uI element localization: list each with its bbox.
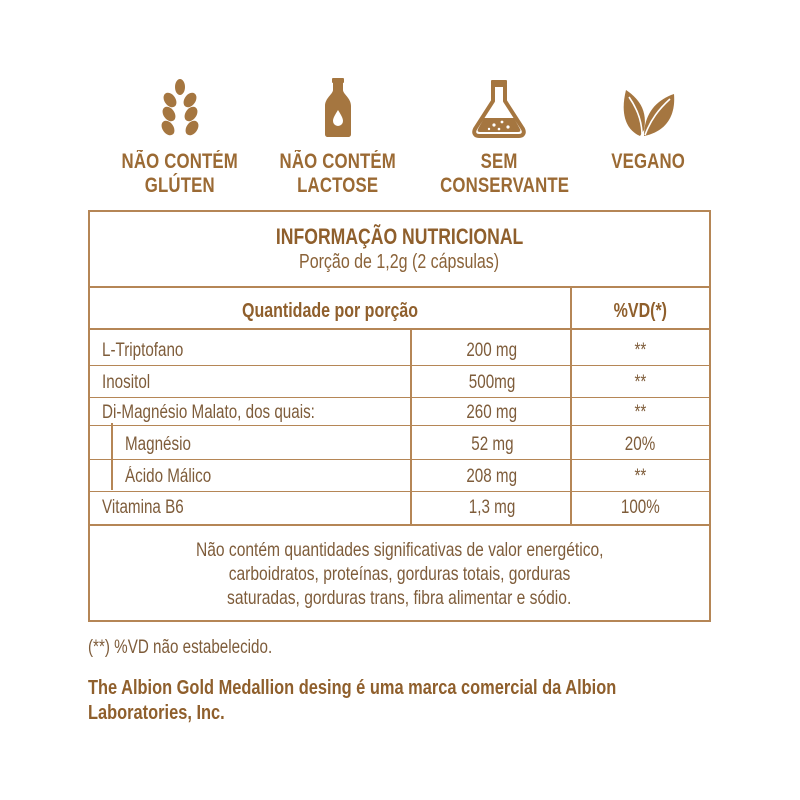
nutrient-vd: ** xyxy=(634,402,647,423)
nutrient-amount: 208 mg xyxy=(466,466,518,487)
nutrient-vd: ** xyxy=(634,340,647,361)
badge-label-line1: NÃO CONTÉM xyxy=(121,150,239,173)
serving-size: Porção de 1,2g (2 cápsulas) xyxy=(299,251,500,273)
table-row xyxy=(90,368,709,397)
badge-lactose-free xyxy=(263,78,413,198)
divider xyxy=(90,524,709,526)
badge-no-preservative xyxy=(424,78,574,198)
nutrient-name: Di-Magnésio Malato, dos quais: xyxy=(102,402,315,423)
table-title: INFORMAÇÃO NUTRICIONAL xyxy=(275,224,524,249)
divider xyxy=(90,328,709,330)
nutrient-name: Magnésio xyxy=(125,434,191,455)
column-header-vd: %VD(*) xyxy=(613,300,668,322)
trademark-line: The Albion Gold Medallion desing é uma marca comercial da Albion xyxy=(88,676,617,699)
table-row xyxy=(90,430,709,459)
nutrient-name: L-Triptofano xyxy=(102,340,184,361)
table-row xyxy=(90,462,709,491)
badge-label-line1: VEGANO xyxy=(611,150,685,173)
nutrient-amount: 1,3 mg xyxy=(468,497,516,518)
nutrient-vd: ** xyxy=(634,466,647,487)
trademark-line: Laboratories, Inc. xyxy=(88,701,225,724)
badge-gluten-free xyxy=(105,78,255,198)
nutrient-amount: 200 mg xyxy=(466,340,518,361)
nutrient-vd: 100% xyxy=(621,497,660,518)
table-row xyxy=(90,398,709,427)
badge-label-line1: SEM xyxy=(480,150,518,173)
badge-label-line2: LACTOSE xyxy=(297,174,379,197)
divider xyxy=(90,286,709,288)
note-line: Não contém quantidades significativas de valor energético, xyxy=(195,539,604,561)
table-title-block xyxy=(90,224,709,274)
wheat-icon xyxy=(156,78,204,138)
trademark-notice xyxy=(88,675,748,725)
nutrition-note xyxy=(100,538,699,610)
nutrient-amount: 500mg xyxy=(468,372,516,393)
nutrient-vd: ** xyxy=(634,372,647,393)
note-line: saturadas, gorduras trans, fibra alimentar e sódio. xyxy=(227,587,572,609)
note-line: carboidratos, proteínas, gorduras totais, gorduras xyxy=(228,563,571,585)
nutrient-name: Ácido Málico xyxy=(125,466,212,487)
badge-label-line2: GLÚTEN xyxy=(144,174,216,197)
badge-label-line2: CONSERVANTE xyxy=(440,174,570,197)
column-header-quantity: Quantidade por porção xyxy=(241,300,419,322)
table-row xyxy=(90,336,709,365)
badge-vegan xyxy=(573,78,723,174)
nutrient-vd: 20% xyxy=(625,434,656,455)
nutrient-amount: 260 mg xyxy=(466,402,518,423)
table-row xyxy=(90,493,709,522)
flask-icon xyxy=(472,78,526,138)
nutrition-table xyxy=(88,210,711,622)
nutrient-name: Inositol xyxy=(102,372,151,393)
milk-bottle-icon xyxy=(323,78,353,138)
nutrient-amount: 52 mg xyxy=(470,434,514,455)
footnote: (**) %VD não estabelecido. xyxy=(88,637,273,658)
badge-label-line1: NÃO CONTÉM xyxy=(279,150,397,173)
leaves-icon xyxy=(620,78,676,138)
nutrient-name: Vitamina B6 xyxy=(102,497,184,518)
